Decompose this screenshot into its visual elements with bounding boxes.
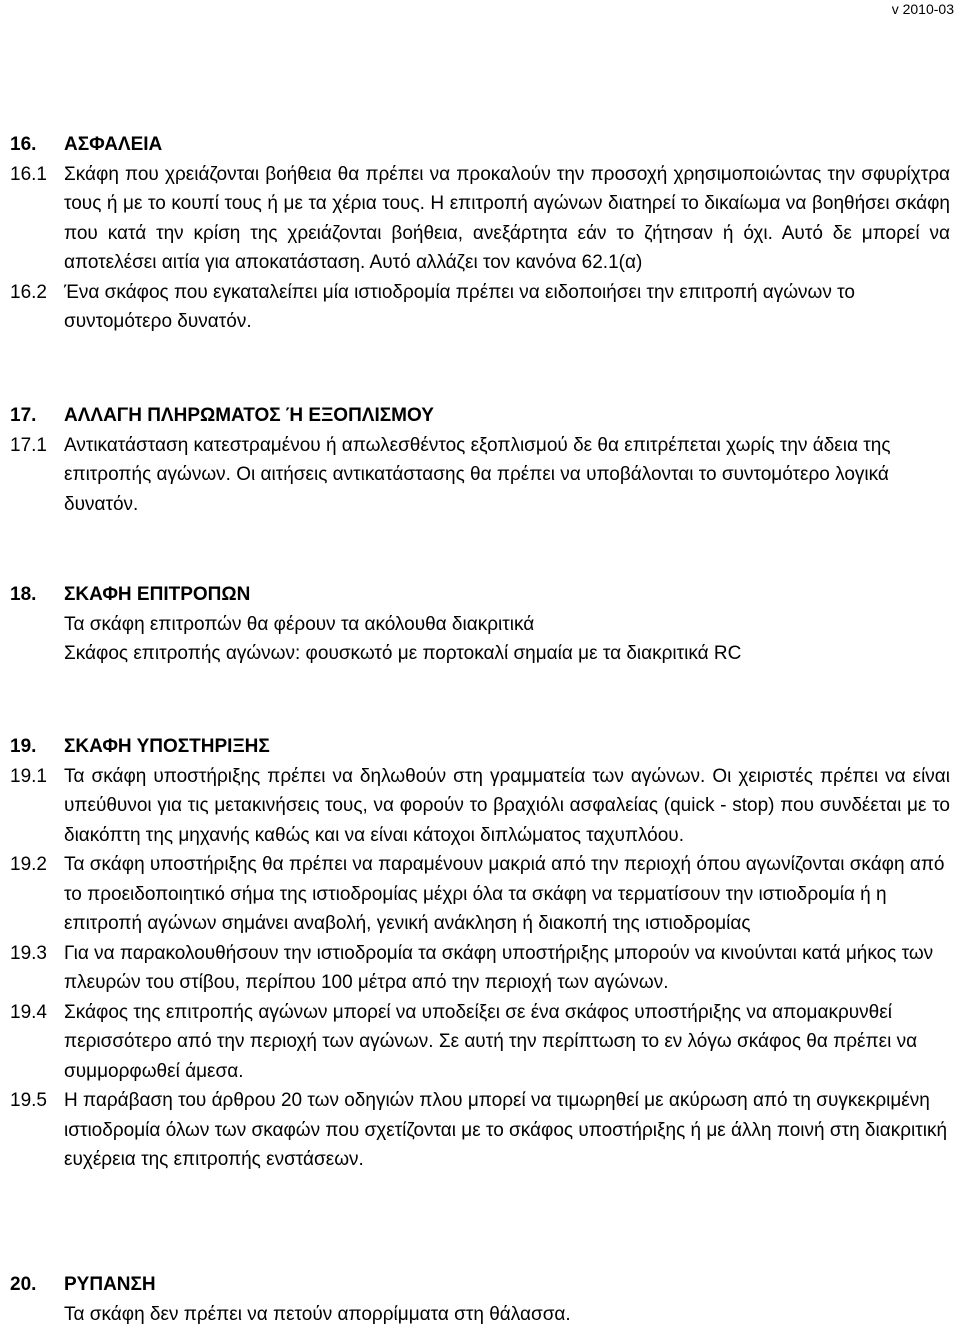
section-line: Τα σκάφη δεν πρέπει να πετούν απορρίμματα στη θάλασσα. — [64, 1303, 571, 1325]
section-number: 20. — [10, 1274, 37, 1295]
section-heading — [10, 401, 950, 431]
clause-number: 17.1 — [10, 434, 47, 456]
clause-number: 19.3 — [10, 942, 47, 964]
section-line: Σκάφος επιτροπής αγώνων: φουσκωτό με πορτοκαλί σημαία με τα διακριτικά RC — [64, 643, 742, 664]
section-number: 17. — [10, 405, 37, 426]
clause-text: Για να παρακολουθήσουν την ιστιοδρομία τα σκάφη υποστήριξης μπορούν να κινούνται κατά μήκος των πλευρών του στίβου, περίπου 100 μέτρα από την περιοχή των αγώνων. — [64, 942, 934, 993]
clause-text: Αντικατάσταση κατεστραμένου ή απωλεσθέντος εξοπλισμού δε θα επιτρέπεται χωρίς την άδεια της επιτροπής αγώνων. Οι αιτήσεις αντικατάστασης θα πρέπει να υποβάλονται το συντομότερο λογικά δυνατόν. — [64, 434, 891, 515]
clause-text: Τα σκάφη υποστήριξης πρέπει να δηλωθούν στη γραμματεία των αγώνων. Οι χειριστές πρέπει να είναι υπεύθυνοι για τις μετακινήσεις τους, να φορούν το βραχιόλι ασφαλείας (quick - stop) που συνδέεται με το διακόπτη της μηχανής καθώς και να είναι κάτοχοι διπλώματος ταχυπλόου. — [64, 765, 950, 846]
section-heading — [10, 732, 950, 762]
section-number: 16. — [10, 134, 37, 155]
clause-19-2 — [10, 850, 950, 939]
section-17 — [10, 401, 950, 519]
clause-19-4 — [10, 998, 950, 1087]
clause-number: 19.2 — [10, 854, 47, 875]
section-18 — [10, 580, 950, 669]
clause-text: Ένα σκάφος που εγκαταλείπει μία ιστιοδρομία πρέπει να ειδοποιήσει την επιτροπή αγώνων το συντομότερο δυνατόν. — [64, 281, 855, 332]
section-line: Τα σκάφη επιτροπών θα φέρουν τα ακόλουθα διακριτικά — [64, 613, 535, 635]
section-title: ΣΚΑΦΗ ΕΠΙΤΡΟΠΩΝ — [64, 584, 251, 605]
clause-19-5 — [10, 1086, 950, 1175]
section-heading — [10, 1270, 950, 1300]
clause-text: Σκάφος της επιτροπής αγώνων μπορεί να υποδείξει σε ένα σκάφος υποστήριξης να απομακρυνθεί περισσότερο από την περιοχή των αγώνων. Σε αυτή την περίπτωση το εν λόγω σκάφος θα πρέπει να συμμορφωθεί άμεσα. — [64, 1001, 918, 1082]
section-16 — [10, 130, 950, 337]
section-title: ΑΛΛΑΓΗ ΠΛΗΡΩΜΑΤΟΣ Ή ΕΞΟΠΛΙΣΜΟΥ — [64, 405, 434, 426]
clause-16-1 — [10, 160, 950, 278]
clause-17-1 — [10, 431, 950, 520]
clause-number: 16.1 — [10, 163, 47, 185]
section-19 — [10, 732, 950, 1175]
clause-text: Σκάφη που χρειάζονται βοήθεια θα πρέπει να προκαλούν την προσοχή χρησιμοποιώντας την σφυρίχτρα τους ή με το κουπί τους ή με τα χέρια τους. Η επιτροπή αγώνων διατηρεί το δικαίωμα να βοηθήσει σκάφη που κατά την κρίση της χρειάζονται βοήθεια, ανεξάρτητα εάν το ζήτησαν ή όχι. Αυτό δε μπορεί να αποτελέσει αιτία για αποκατάσταση. Αυτό αλλάζει τον κανόνα 62.1(α) — [64, 163, 950, 273]
clause-number: 19.5 — [10, 1090, 47, 1111]
clause-number: 19.4 — [10, 1001, 47, 1023]
section-title: ΡΥΠΑΝΣΗ — [64, 1274, 156, 1295]
section-title: ΣΚΑΦΗ ΥΠΟΣΤΗΡΙΞΗΣ — [64, 736, 270, 757]
version-label: v 2010-03 — [891, 1, 954, 17]
section-heading — [10, 580, 950, 610]
clause-text: Τα σκάφη υποστήριξης θα πρέπει να παραμένουν μακριά από την περιοχή όπου αγωνίζονται σκάφη από το προειδοποιητικό σήμα της ιστιοδρομίας μέχρι όλα τα σκάφη να τερματίσουν την ιστιοδρομία ή η επιτροπή αγώνων σημάνει αναβολή, γενική ανάκληση ή διακοπή της ιστιοδρομίας — [64, 854, 945, 934]
clause-19-3 — [10, 939, 950, 998]
section-20 — [10, 1270, 950, 1329]
section-number: 19. — [10, 736, 37, 757]
clause-number: 19.1 — [10, 765, 47, 787]
section-number: 18. — [10, 584, 37, 605]
clause-16-2 — [10, 278, 950, 337]
clause-number: 16.2 — [10, 281, 47, 303]
clause-text: Η παράβαση του άρθρου 20 των οδηγιών πλου μπορεί να τιμωρηθεί με ακύρωση από τη συγκεκριμένη ιστιοδρομία όλων των σκαφών που σχετίζονται με το σκάφος υποστήριξης ή με άλλη ποινή στη διακριτική ευχέρεια της επιτροπής ενστάσεων. — [64, 1090, 948, 1170]
section-title: ΑΣΦΑΛΕΙΑ — [64, 134, 163, 155]
clause-19-1 — [10, 762, 950, 851]
section-heading — [10, 130, 950, 160]
